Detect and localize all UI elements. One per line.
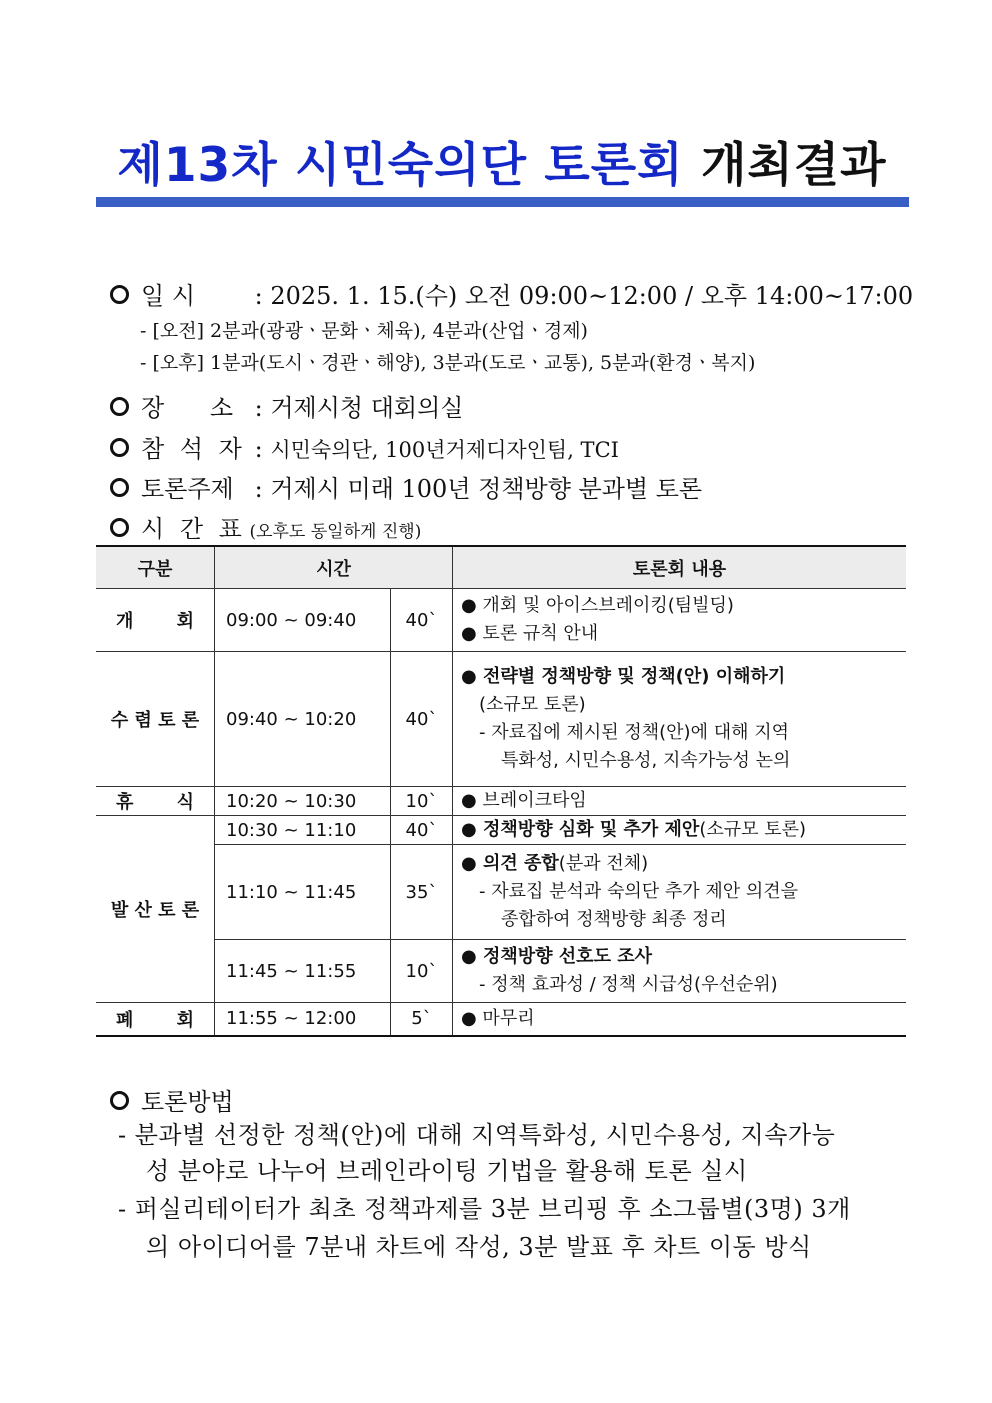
method-label: 토론방법 <box>141 1088 234 1116</box>
row-content: ● 정책방향 심화 및 추가 제안(소규모 토론) <box>453 816 907 845</box>
place-item: 장 소 : 거제시청 대회의실 <box>110 388 463 423</box>
row-time: 09:40 ~ 10:20 <box>215 652 391 787</box>
row-category: 폐 회 <box>96 1003 215 1036</box>
table-header-row <box>96 546 906 589</box>
title-underline <box>96 197 909 207</box>
row-duration: 40` <box>391 816 453 845</box>
row-duration: 35` <box>391 845 453 940</box>
circle-bullet-icon <box>110 397 129 416</box>
attendees-label: 참 석 자 <box>141 435 242 463</box>
row-time: 10:20 ~ 10:30 <box>215 787 391 816</box>
table-row <box>96 940 906 1003</box>
table-row <box>96 1003 906 1036</box>
row-time: 11:45 ~ 11:55 <box>215 940 391 1003</box>
row-time: 11:55 ~ 12:00 <box>215 1003 391 1036</box>
method-para-2a: - 퍼실리테이터가 최초 정책과제를 3분 브리핑 후 소그룹별(3명) 3개 <box>118 1195 851 1223</box>
topic-item: 토론주제 : 거제시 미래 100년 정책방향 분과별 토론 <box>110 469 702 504</box>
topic-label: 토론주제 <box>141 475 234 503</box>
table-row <box>96 652 906 787</box>
row-duration: 10` <box>391 940 453 1003</box>
row-content: ● 정책방향 선호도 조사 - 정책 효과성 / 정책 시급성(우선순위) <box>453 940 907 1003</box>
pm-session: - [오후] 1분과(도시ㆍ경관ㆍ해양), 3분과(도로ㆍ교통), 5분과(환경ㆍ복지) <box>140 352 756 374</box>
header-time: 시간 <box>215 546 453 589</box>
row-duration: 40` <box>391 589 453 652</box>
am-session: - [오전] 2분과(광광ㆍ문화ㆍ체육), 4분과(산업ㆍ경제) <box>140 320 588 342</box>
header-category: 구분 <box>96 546 215 589</box>
schedule-label: 시 간 표 <box>141 515 242 543</box>
row-category: 수 렴 토 론 <box>96 652 215 787</box>
row-content: ● 의견 종합(분과 전체) - 자료집 분석과 숙의단 추가 제안 의견을 종합하여 정책방향 최종 정리 <box>453 845 907 940</box>
schedule-note: (오후도 동일하게 진행) <box>249 522 422 542</box>
attendees-value: 시민숙의단, 100년거제디자인팀, TCI <box>270 438 619 462</box>
method-item <box>110 1082 234 1117</box>
row-content: ● 마무리 <box>453 1003 907 1036</box>
row-category: 발 산 토 론 <box>96 816 215 1003</box>
row-content: ● 브레이크타임 <box>453 787 907 816</box>
schedule-table <box>96 545 906 1037</box>
row-content: ● 전략별 정책방향 및 정책(안) 이해하기 (소규모 토론) - 자료집에 제시된 정책(안)에 대해 지역 특화성, 시민수용성, 지속가능성 논의 <box>453 652 907 787</box>
method-para-2b: 의 아이디어를 7분내 차트에 작성, 3분 발표 후 차트 이동 방식 <box>146 1233 812 1261</box>
row-time: 10:30 ~ 11:10 <box>215 816 391 845</box>
row-category: 개 회 <box>96 589 215 652</box>
table-row <box>96 589 906 652</box>
circle-bullet-icon <box>110 478 129 497</box>
topic-value: 거제시 미래 100년 정책방향 분과별 토론 <box>270 475 703 503</box>
table-row <box>96 816 906 845</box>
table-row <box>96 845 906 940</box>
title-suffix: 개최결과 <box>700 138 887 193</box>
method-para-1a: - 분과별 선정한 정책(안)에 대해 지역특화성, 시민수용성, 지속가능 <box>118 1121 836 1149</box>
row-duration: 40` <box>391 652 453 787</box>
circle-bullet-icon <box>110 285 129 304</box>
datetime-item: 일 시 : 2025. 1. 15.(수) 오전 09:00~12:00 / 오후 14:00~17:00 <box>110 276 913 311</box>
place-value: 거제시청 대회의실 <box>270 394 464 422</box>
row-content: ● 개회 및 아이스브레이킹(팀빌딩) ● 토론 규칙 안내 <box>453 589 907 652</box>
row-time: 09:00 ~ 09:40 <box>215 589 391 652</box>
method-para-1b: 성 분야로 나누어 브레인라이팅 기법을 활용해 토론 실시 <box>146 1157 748 1185</box>
schedule-item <box>110 509 421 544</box>
table-row <box>96 787 906 816</box>
place-label: 장 소 <box>141 394 233 422</box>
header-content: 토론회 내용 <box>453 546 907 589</box>
title-main: 제13차 시민숙의단 토론회 <box>117 138 684 193</box>
attendees-item: 참 석 자 : 시민숙의단, 100년거제디자인팀, TCI <box>110 429 619 464</box>
circle-bullet-icon <box>110 438 129 457</box>
row-duration: 5` <box>391 1003 453 1036</box>
datetime-value: 2025. 1. 15.(수) 오전 09:00~12:00 / 오후 14:00~17:00 <box>270 282 914 310</box>
page-title <box>96 128 908 195</box>
row-duration: 10` <box>391 787 453 816</box>
row-time: 11:10 ~ 11:45 <box>215 845 391 940</box>
datetime-label: 일 시 <box>141 282 195 310</box>
row-category: 휴 식 <box>96 787 215 816</box>
circle-bullet-icon <box>110 518 129 537</box>
circle-bullet-icon <box>110 1091 129 1110</box>
